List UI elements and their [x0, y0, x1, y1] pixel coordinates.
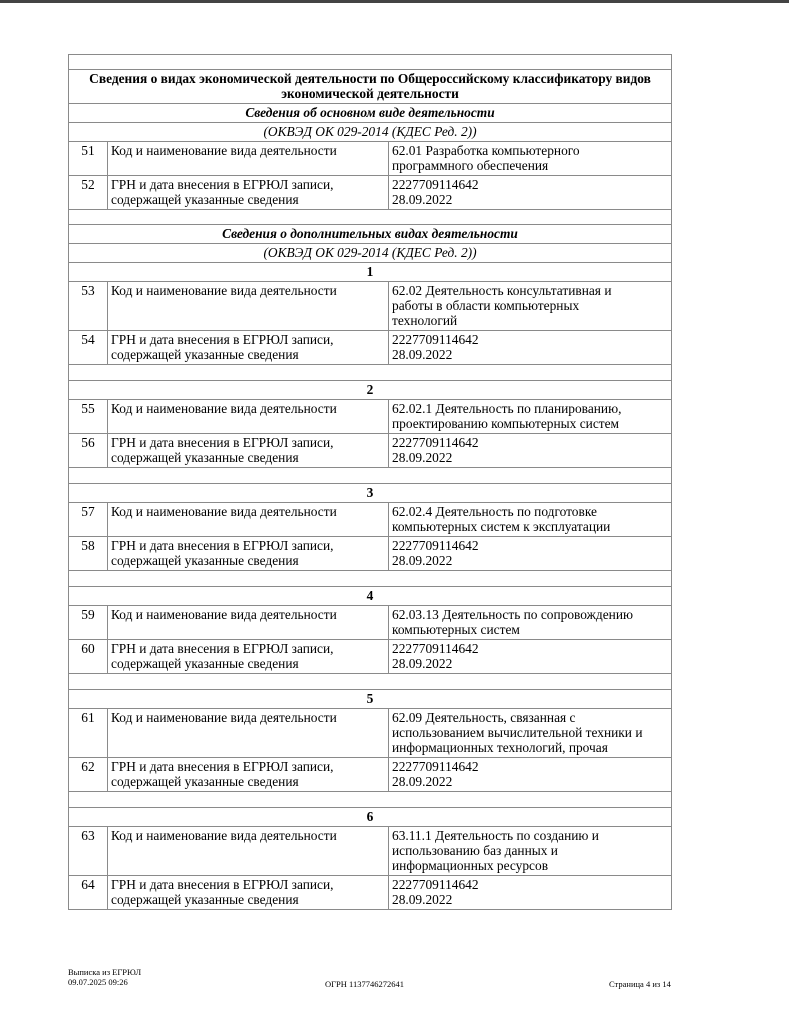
footer-doc-date: 09.07.2025 09:26 — [68, 977, 128, 987]
row-label: ГРН и дата внесения в ЕГРЮЛ записи, содержащей указанные сведения — [108, 434, 389, 468]
table-row — [69, 606, 672, 640]
spacer-row — [69, 674, 672, 690]
row-value: 2227709114642 28.09.2022 — [389, 537, 672, 571]
additional-okved-edition: (ОКВЭД ОК 029-2014 (КДЕС Ред. 2)) — [69, 244, 672, 263]
row-number: 56 — [69, 434, 108, 468]
group-index-row — [69, 808, 672, 827]
table-row — [69, 142, 672, 176]
row-label: Код и наименование вида деятельности — [108, 400, 389, 434]
group-index: 5 — [69, 690, 672, 709]
row-label: Код и наименование вида деятельности — [108, 827, 389, 876]
row-number: 53 — [69, 282, 108, 331]
row-value: 62.02 Деятельность консультативная и работы в области компьютерных технологий — [389, 282, 672, 331]
group-index: 2 — [69, 381, 672, 400]
row-label: Код и наименование вида деятельности — [108, 503, 389, 537]
row-number: 51 — [69, 142, 108, 176]
footer-doc-name: Выписка из ЕГРЮЛ — [68, 967, 142, 977]
spacer-row — [69, 792, 672, 808]
group-index-row — [69, 381, 672, 400]
spacer-row — [69, 210, 672, 225]
footer-ogrn: ОГРН 1137746272641 — [325, 979, 404, 989]
table-row — [69, 503, 672, 537]
row-value: 2227709114642 28.09.2022 — [389, 434, 672, 468]
additional-heading-row — [69, 225, 672, 244]
table-row — [69, 827, 672, 876]
group-index: 1 — [69, 263, 672, 282]
main-activity-heading: Сведения об основном виде деятельности — [69, 104, 672, 123]
row-label: ГРН и дата внесения в ЕГРЮЛ записи, содержащей указанные сведения — [108, 331, 389, 365]
row-number: 64 — [69, 876, 108, 910]
okved-table-body — [69, 55, 672, 910]
row-number: 59 — [69, 606, 108, 640]
group-index-row — [69, 263, 672, 282]
top-edge-bar — [0, 0, 789, 3]
table-row — [69, 876, 672, 910]
table-row — [69, 537, 672, 571]
table-row — [69, 176, 672, 210]
row-number: 57 — [69, 503, 108, 537]
group-index: 4 — [69, 587, 672, 606]
row-value: 2227709114642 28.09.2022 — [389, 640, 672, 674]
row-number: 54 — [69, 331, 108, 365]
table-row — [69, 282, 672, 331]
table-row — [69, 758, 672, 792]
row-label: ГРН и дата внесения в ЕГРЮЛ записи, содержащей указанные сведения — [108, 176, 389, 210]
spacer-row — [69, 468, 672, 484]
main-okved-row — [69, 123, 672, 142]
footer-doc-info — [68, 967, 141, 987]
section-title: Сведения о видах экономической деятельности по Общероссийскому классификатору видов экономической деятельности — [69, 70, 672, 104]
main-okved-edition: (ОКВЭД ОК 029-2014 (КДЕС Ред. 2)) — [69, 123, 672, 142]
row-value: 62.02.1 Деятельность по планированию, проектированию компьютерных систем — [389, 400, 672, 434]
row-value: 62.02.4 Деятельность по подготовке компьютерных систем к эксплуатации — [389, 503, 672, 537]
table-row — [69, 331, 672, 365]
spacer-row — [69, 55, 672, 70]
group-index-row — [69, 484, 672, 503]
row-number: 52 — [69, 176, 108, 210]
group-index-row — [69, 690, 672, 709]
row-value: 2227709114642 28.09.2022 — [389, 176, 672, 210]
row-label: Код и наименование вида деятельности — [108, 282, 389, 331]
row-value: 2227709114642 28.09.2022 — [389, 758, 672, 792]
row-value: 62.09 Деятельность, связанная с использованием вычислительной техники и информационных технологий, прочая — [389, 709, 672, 758]
table-row — [69, 640, 672, 674]
additional-activity-heading: Сведения о дополнительных видах деятельности — [69, 225, 672, 244]
row-value: 2227709114642 28.09.2022 — [389, 331, 672, 365]
group-index-row — [69, 587, 672, 606]
row-number: 61 — [69, 709, 108, 758]
spacer-row — [69, 365, 672, 381]
row-label: ГРН и дата внесения в ЕГРЮЛ записи, содержащей указанные сведения — [108, 758, 389, 792]
table-row — [69, 709, 672, 758]
row-value: 62.01 Разработка компьютерного программного обеспечения — [389, 142, 672, 176]
row-value: 2227709114642 28.09.2022 — [389, 876, 672, 910]
row-number: 60 — [69, 640, 108, 674]
row-label: Код и наименование вида деятельности — [108, 709, 389, 758]
row-label: ГРН и дата внесения в ЕГРЮЛ записи, содержащей указанные сведения — [108, 876, 389, 910]
okved-table — [68, 54, 672, 910]
additional-okved-row — [69, 244, 672, 263]
footer-page-number: Страница 4 из 14 — [609, 979, 671, 989]
row-number: 62 — [69, 758, 108, 792]
row-number: 58 — [69, 537, 108, 571]
main-heading-row — [69, 104, 672, 123]
group-index: 6 — [69, 808, 672, 827]
row-label: Код и наименование вида деятельности — [108, 142, 389, 176]
row-value: 63.11.1 Деятельность по созданию и использованию баз данных и информационных ресурсов — [389, 827, 672, 876]
row-label: Код и наименование вида деятельности — [108, 606, 389, 640]
spacer-row — [69, 571, 672, 587]
row-number: 55 — [69, 400, 108, 434]
row-label: ГРН и дата внесения в ЕГРЮЛ записи, содержащей указанные сведения — [108, 537, 389, 571]
row-value: 62.03.13 Деятельность по сопровождению компьютерных систем — [389, 606, 672, 640]
table-row — [69, 434, 672, 468]
group-index: 3 — [69, 484, 672, 503]
section-title-row — [69, 70, 672, 104]
table-row — [69, 400, 672, 434]
row-number: 63 — [69, 827, 108, 876]
row-label: ГРН и дата внесения в ЕГРЮЛ записи, содержащей указанные сведения — [108, 640, 389, 674]
